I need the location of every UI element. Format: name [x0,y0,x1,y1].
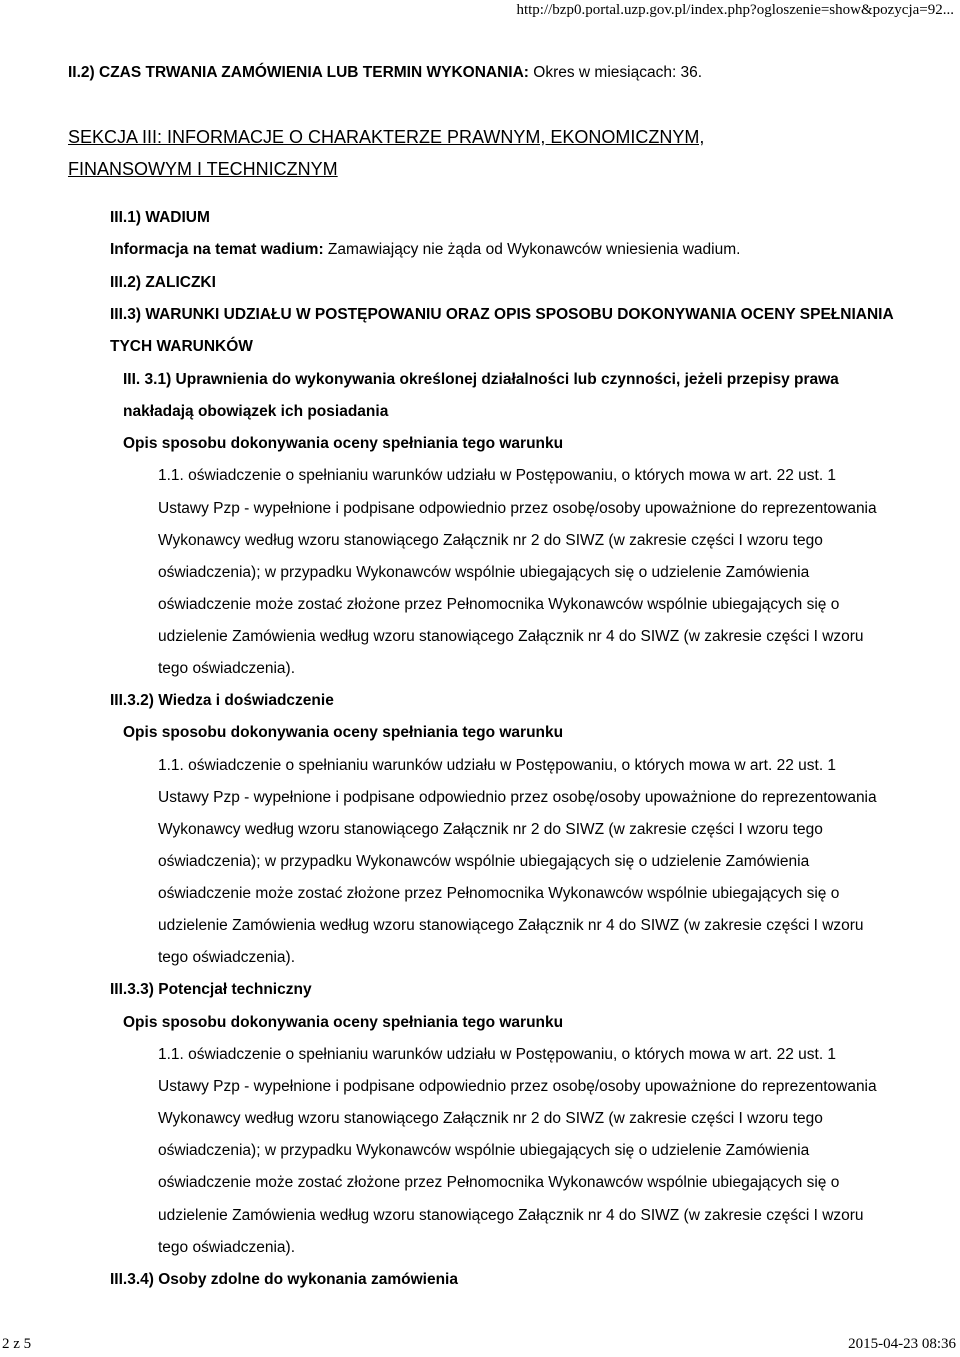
zaliczki-heading: III.2) ZALICZKI [110,274,216,291]
uprawnienia-text-line: udzielenie Zamówienia według wzoru stanowiącego Załącznik nr 4 do SIWZ (w zakresie części I wzoru [158,628,864,645]
potencjal-heading: III.3.3) Potencjał techniczny [110,981,312,998]
wiedza-text-line: tego oświadczenia). [158,949,295,966]
wiedza-heading: III.3.2) Wiedza i doświadczenie [110,692,334,709]
wiedza-text-line: Wykonawcy według wzoru stanowiącego Załącznik nr 2 do SIWZ (w zakresie części I wzoru tego [158,821,823,838]
wiedza-text-line: Ustawy Pzp - wypełnione i podpisane odpowiednio przez osobę/osoby upoważnione do reprezentowania [158,789,877,806]
potencjal-text-line: oświadczenia); w przypadku Wykonawców wspólnie ubiegających się o udzielenie Zamówienia [158,1142,810,1159]
wadium-info [110,240,740,260]
duration-value: Okres w miesiącach: 36. [533,64,703,81]
uprawnienia-text-line: tego oświadczenia). [158,660,295,677]
uprawnienia-text-line: Wykonawcy według wzoru stanowiącego Załącznik nr 2 do SIWZ (w zakresie części I wzoru tego [158,532,823,549]
wadium-info-label: Informacja na temat wadium: [110,241,324,258]
wiedza-text-line: oświadczenie może zostać złożone przez Pełnomocnika Wykonawców wspólnie ubiegających się o [158,885,840,902]
potencjal-text-line: tego oświadczenia). [158,1239,295,1256]
wiedza-text-line: udzielenie Zamówienia według wzoru stanowiącego Załącznik nr 4 do SIWZ (w zakresie części I wzoru [158,917,864,934]
potencjal-text-line: udzielenie Zamówienia według wzoru stanowiącego Załącznik nr 4 do SIWZ (w zakresie części I wzoru [158,1207,864,1224]
duration-line [68,63,702,83]
uprawnienia-text-line: oświadczenia); w przypadku Wykonawców wspólnie ubiegających się o udzielenie Zamówienia [158,564,810,581]
potencjal-text-line: oświadczenie może zostać złożone przez Pełnomocnika Wykonawców wspólnie ubiegających się o [158,1174,840,1191]
page-number: 2 z 5 [2,1336,32,1352]
uprawnienia-heading-line2: nakładają obowiązek ich posiadania [123,403,389,420]
uprawnienia-opis-label: Opis sposobu dokonywania oceny spełniania tego warunku [123,435,564,452]
uprawnienia-text-line: oświadczenie może zostać złożone przez Pełnomocnika Wykonawców wspólnie ubiegających się o [158,596,840,613]
wiedza-text-line: 1.1. oświadczenie o spełnianiu warunków udziału w Postępowaniu, o których mowa w art. 22 ust. 1 [158,757,837,774]
uprawnienia-text-line: Ustawy Pzp - wypełnione i podpisane odpowiednio przez osobę/osoby upoważnione do reprezentowania [158,500,877,517]
print-datetime: 2015-04-23 08:36 [848,1336,956,1352]
potencjal-text-line: 1.1. oświadczenie o spełnianiu warunków udziału w Postępowaniu, o których mowa w art. 22 ust. 1 [158,1046,837,1063]
section-title-line2: FINANSOWYM I TECHNICZNYM [68,159,338,179]
wadium-info-value: Zamawiający nie żąda od Wykonawców wniesienia wadium. [327,241,741,258]
potencjal-opis-label: Opis sposobu dokonywania oceny spełniania tego warunku [123,1014,564,1031]
page-url: http://bzp0.portal.uzp.gov.pl/index.php?ogloszenie=show&pozycja=92... [516,2,954,18]
wadium-heading: III.1) WADIUM [110,209,210,226]
warunki-heading-line2: TYCH WARUNKÓW [110,338,253,355]
uprawnienia-text-line: 1.1. oświadczenie o spełnianiu warunków udziału w Postępowaniu, o których mowa w art. 22 ust. 1 [158,467,837,484]
osoby-heading: III.3.4) Osoby zdolne do wykonania zamówienia [110,1271,458,1288]
potencjal-text-line: Wykonawcy według wzoru stanowiącego Załącznik nr 2 do SIWZ (w zakresie części I wzoru tego [158,1110,823,1127]
potencjal-text-line: Ustawy Pzp - wypełnione i podpisane odpowiednio przez osobę/osoby upoważnione do reprezentowania [158,1078,877,1095]
wiedza-text-line: oświadczenia); w przypadku Wykonawców wspólnie ubiegających się o udzielenie Zamówienia [158,853,810,870]
duration-label: II.2) CZAS TRWANIA ZAMÓWIENIA LUB TERMIN WYKONANIA: [68,64,529,81]
section-title-line1: SEKCJA III: INFORMACJE O CHARAKTERZE PRAWNYM, EKONOMICZNYM, [68,127,705,147]
wiedza-opis-label: Opis sposobu dokonywania oceny spełniania tego warunku [123,724,564,741]
uprawnienia-heading-line1: III. 3.1) Uprawnienia do wykonywania określonej działalności lub czynności, jeżeli przepisy prawa [123,371,839,388]
warunki-heading-line1: III.3) WARUNKI UDZIAŁU W POSTĘPOWANIU ORAZ OPIS SPOSOBU DOKONYWANIA OCENY SPEŁNIANIA [110,306,894,323]
